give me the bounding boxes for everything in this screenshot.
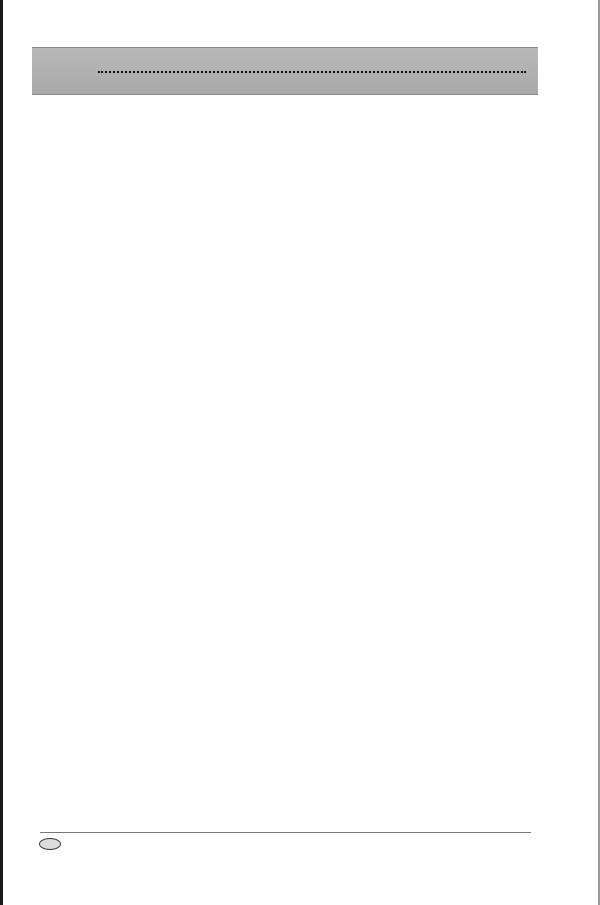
page-edge-left [0, 0, 3, 905]
table-of-contents [40, 43, 530, 99]
logo-disk-icon [39, 838, 61, 850]
publisher-logo [36, 838, 62, 860]
footer-divider [40, 832, 531, 833]
chapter-heading-band [32, 47, 538, 95]
chapter-title-line-2-row [96, 71, 528, 78]
leader-dots [98, 71, 526, 73]
